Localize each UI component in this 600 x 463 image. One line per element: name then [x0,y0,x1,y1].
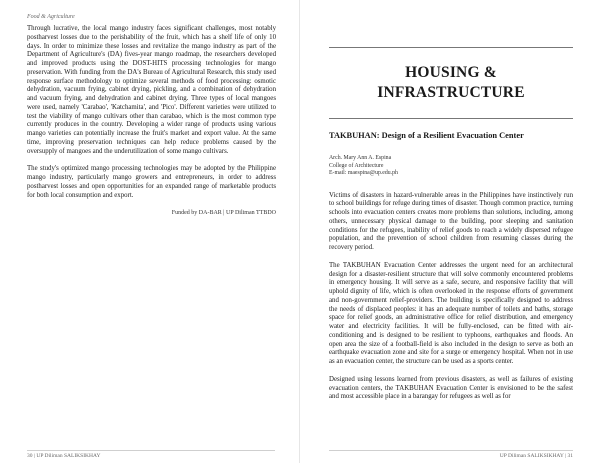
author-block [329,155,573,178]
author-email: E-mail: maespina@up.edu.ph [329,170,398,176]
article-title: TAKBUHAN: Design of a Resilient Evacuation Center [329,131,524,140]
body-paragraph: Designed using lessons learned from previous disasters, as well as failures of existing evacuation centers, the TAKBUHAN Evacuation Center is envisioned to be the safest and most accessible place in a barangay for refugees as well as for [329,375,573,401]
section-title-line-1: HOUSING & [405,64,497,81]
section-title-line-2: INFRASTRUCTURE [377,84,525,101]
section-title [377,63,524,103]
body-paragraph: The study's optimized mango processing technologies may be adopted by the Philippine mango industry, particularly mango growers and entrepreneurs, in order to address postharvest losses and open opportunities for an expanded range of marketable products for both local consumption and export. [27,165,276,199]
section-label: Food & Agriculture [27,14,75,20]
body-paragraph: The TAKBUHAN Evacuation Center addresses the urgent need for an architectural design for a disaster-resilient structure that will solve commonly encountered problems in emergency housing. It will serve as a safe, secure, and responsive facility that will uphold dignity of life, which is often overlooked in the response efforts of government and non-government relief-providers. The building is specifically designed to address the needs of displaced peoples: it has an adequate number of toilets and baths, storage space for relief goods, an administrative office for relief distribution, and emergency water and electricity facilities. It will be fully-enclosed, can be fitted with air-conditioning and is designed to be resilient to typhoons, earthquakes and floods. An open area the size of a football-field is also included in the design to serve as both an earthquake evacuation zone and site for a surge or emergency hospital. When not in use as an evacuation center, the structure can be used as a sports center. [329,261,573,365]
body-paragraph: Through lucrative, the local mango industry faces significant challenges, most notably postharvest losses due to the perishability of the fruit, which has a shelf life of only 10 days. In order to minimize these losses and revitalize the mango industry as part of the Department of Agriculture's (DA) fives-year mango roadmap, the researchers developed and improved products using the DOST-HITS processing technologies for mango preservation. With funding from the DA's Bureau of Agricultural Research, this study used response surface methodology to optimize several methods of food processing: osmotic dehydration, vacuum frying, cabinet drying, pickling, and a combination of dehydration and vacuum frying, and dehydration and cabinet drying. Three types of local mangoes were used, namely 'Carabao', 'Katchamita', and 'Pico'. Different varieties were utilized to test the viability of mango cultivars other than carabao, which is the most common type currently produces in the country. Developing a wider range of products using various mango varieties can potentially increase the fruit's market and export value. At the same time, improving preservation techniques can help reduce problems caused by the oversupply of mangoes and the underutilization of some mango cultivars. [27,25,276,155]
footer-rule [329,450,573,451]
page-footer-right: UP Diliman SALIKSIKHAY | 31 [499,453,573,459]
footer-rule [27,450,275,451]
author-name: Arch. Mary Ann A. Espina [329,155,392,161]
author-college: College of Architecture [329,162,384,169]
funding-credit: Funded by DA-BAR | UP Diliman TTBDO [171,210,276,217]
page-footer-left: 30 | UP Diliman SALIKSIKHAY [27,453,101,459]
body-paragraph: Victims of disasters in hazard-vulnerable areas in the Philippines have instinctively run to school buildings for refuge during times of disaster. Though common practice, turning schools into evacuation centers creates more problems than solutions, including, among others, unnecessary physical damage to the building, poor sleeping and sanitation conditions for the refugees, inability of relief goods to reach a widely dispersed refugee population, and the prevention of school children from resuming classes during the recovery period. [329,191,573,251]
section-header [329,47,573,119]
right-page [300,0,600,463]
